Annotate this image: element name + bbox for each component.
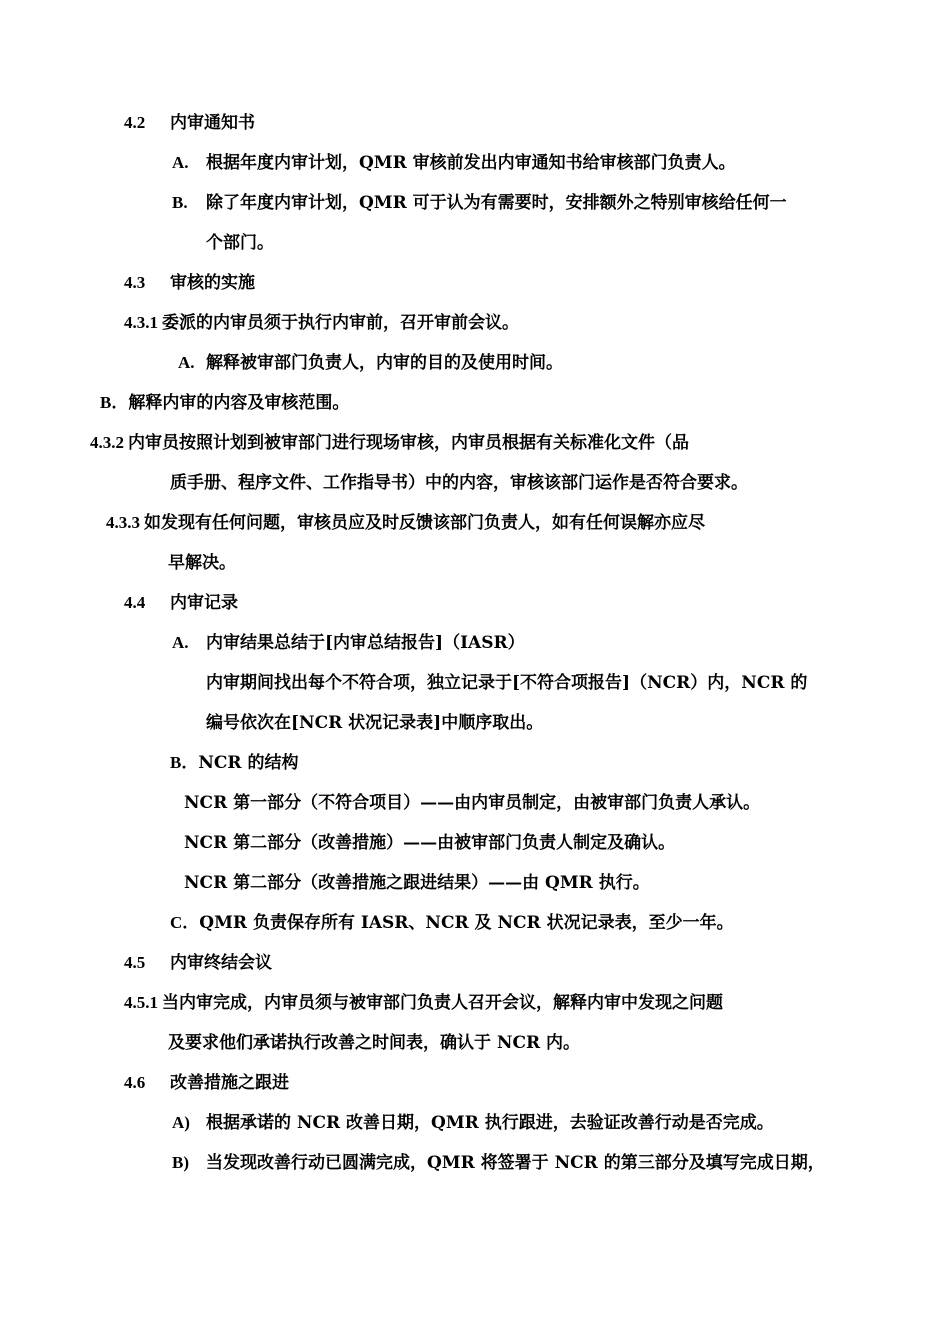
item-4-2-b-line1: B. 除了年度内审计划，QMR 可于认为有需要时，安排额外之特别审核给任何一 [172, 193, 787, 213]
item-4-4-a-line1: A. 内审结果总结于[内审总结报告]（IASR） [172, 633, 525, 653]
item-4-3-2-line2: 质手册、程序文件、工作指导书）中的内容，审核该部门运作是否符合要求。 [170, 473, 748, 493]
item-4-4-b-title: B．NCR 的结构 [170, 753, 299, 773]
item-4-4-c: C．QMR 负责保存所有 IASR、NCR 及 NCR 状况记录表，至少一年。 [170, 913, 734, 933]
heading-4-5: 4.5 内审终结会议 [124, 953, 272, 973]
item-4-6-a: A) 根据承诺的 NCR 改善日期，QMR 执行跟进，去验证改善行动是否完成。 [172, 1113, 774, 1133]
item-4-3-1-a: A. 解释被审部门负责人，内审的目的及使用时间。 [178, 353, 563, 373]
heading-4-4: 4.4 内审记录 [124, 593, 238, 613]
item-4-2-a: A. 根据年度内审计划，QMR 审核前发出内审通知书给审核部门负责人。 [172, 153, 736, 173]
item-4-4-b-1: NCR 第一部分（不符合项目）——由内审员制定，由被审部门负责人承认。 [184, 793, 761, 813]
item-4-4-a-line2: 内审期间找出每个不符合项，独立记录于[不符合项报告]（NCR）内，NCR 的 [206, 673, 808, 693]
item-4-5-1-line1: 4.5.1 当内审完成，内审员须与被审部门负责人召开会议，解释内审中发现之问题 [124, 993, 723, 1013]
item-4-4-a-line3: 编号依次在[NCR 状况记录表]中顺序取出。 [206, 713, 544, 733]
item-4-5-1-line2: 及要求他们承诺执行改善之时间表，确认于 NCR 内。 [168, 1033, 581, 1053]
item-4-3-2-line1: 4.3.2 内审员按照计划到被审部门进行现场审核，内审员根据有关标准化文件（品 [90, 433, 689, 453]
item-4-4-b-2: NCR 第二部分（改善措施）——由被审部门负责人制定及确认。 [184, 833, 676, 853]
item-4-6-b: B) 当发现改善行动已圆满完成，QMR 将签署于 NCR 的第三部分及填写完成日期， [172, 1153, 825, 1173]
item-4-3-3-line1: 4.3.3 如发现有任何问题，审核员应及时反馈该部门负责人，如有任何误解亦应尽 [106, 513, 705, 533]
heading-4-6: 4.6 改善措施之跟进 [124, 1073, 289, 1093]
heading-4-2: 4.2 内审通知书 [124, 113, 255, 133]
item-4-4-b-3: NCR 第二部分（改善措施之跟进结果）——由 QMR 执行。 [184, 873, 650, 893]
heading-4-3: 4.3 审核的实施 [124, 273, 255, 293]
item-4-2-b-line2: 个部门。 [206, 233, 274, 253]
item-4-3-1: 4.3.1 委派的内审员须于执行内审前，召开审前会议。 [124, 313, 519, 333]
item-4-3-1-b: B．解释内审的内容及审核范围。 [100, 393, 350, 413]
item-4-3-3-line2: 早解决。 [168, 553, 236, 573]
